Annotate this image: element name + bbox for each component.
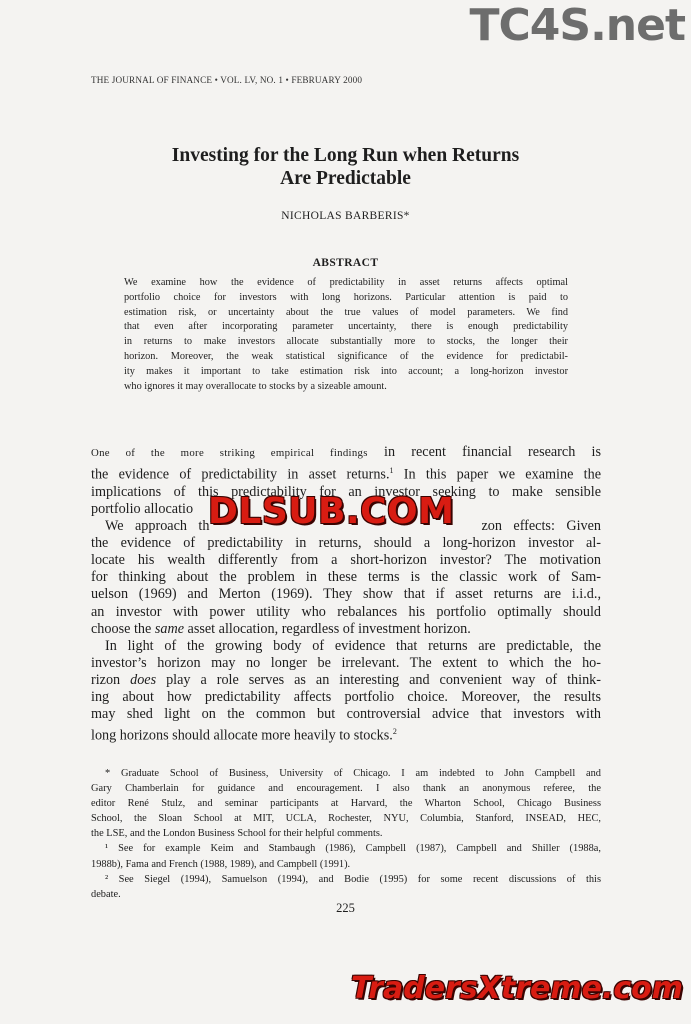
body-text-span: the evidence of predictability in asset returns. bbox=[91, 466, 390, 483]
body-line: for thinking about the problem in these terms is the classic work of Sam- bbox=[91, 569, 601, 586]
body-text-span: In this paper we examine the bbox=[393, 466, 601, 483]
footnote-line: School, the Sloan School at MIT, UCLA, Rochester, NYU, Columbia, Stanford, INSEAD, HEC, bbox=[91, 813, 601, 825]
body-line: locate his wealth differently from a short-horizon investor? The motivation bbox=[91, 552, 601, 569]
body-line bbox=[91, 462, 601, 484]
footnote-line: editor René Stulz, and seminar participants at Harvard, the Wharton School, Chicago Business bbox=[91, 798, 601, 810]
watermark-tradersxtreme: TradersXtreme.com bbox=[351, 971, 683, 1006]
footnote-line: Gary Chamberlain for guidance and encouragement. I also thank an anonymous referee, the bbox=[91, 783, 601, 795]
abstract-line: portfolio choice for investors with long horizons. Particular attention is paid to bbox=[124, 291, 568, 303]
body-line: In light of the growing body of evidence that returns are predictable, the bbox=[105, 637, 601, 654]
abstract-line: who ignores it may overallocate to stocks by a sizeable amount. bbox=[124, 380, 387, 392]
body-line: an investor with power utility who rebalances his portfolio optimally should bbox=[91, 603, 601, 620]
author: NICHOLAS BARBERIS* bbox=[281, 210, 410, 222]
body-text bbox=[91, 444, 601, 745]
small-caps-opening: One of the more striking empirical findings bbox=[91, 447, 368, 459]
body-line: ing about how predictability affects portfolio choice. Moreover, the results bbox=[91, 689, 601, 706]
watermark-dlsub: DLSUB.COM bbox=[208, 491, 455, 532]
paper-title bbox=[0, 144, 691, 190]
body-text-span: in recent financial research is bbox=[367, 444, 601, 460]
abstract-line: We examine how the evidence of predictability in asset returns affects optimal bbox=[124, 277, 568, 288]
body-text-span: We approach th bbox=[105, 518, 210, 535]
body-line: implications of this predictability for an investor seeking to make sensible bbox=[91, 483, 601, 500]
abstract-line: ity makes it important to take estimation risk into account; a long-horizon investor bbox=[124, 365, 568, 377]
body-text-span: asset allocation, regardless of investment horizon. bbox=[184, 620, 471, 637]
abstract-line: horizon. Moreover, the weak statistical significance of the evidence for predictabil- bbox=[124, 350, 568, 362]
abstract-heading: ABSTRACT bbox=[312, 257, 379, 269]
body-line: may shed light on the common but controversial advice that investors with bbox=[91, 706, 601, 723]
body-line: investor’s horizon may no longer be irrelevant. The extent to which the ho- bbox=[91, 654, 601, 671]
title-line: Investing for the Long Run when Returns bbox=[171, 145, 520, 166]
footnote-line: the LSE, and the London Business School for their helpful comments. bbox=[91, 828, 383, 840]
body-line bbox=[91, 672, 601, 689]
emphasis: same bbox=[154, 620, 184, 637]
body-line bbox=[91, 444, 601, 462]
emphasis: does bbox=[130, 671, 157, 688]
page-number: 225 bbox=[336, 901, 355, 915]
footnotes bbox=[91, 766, 601, 902]
body-line: uelson (1969) and Merton (1969). They show that if asset returns are i.i.d., bbox=[91, 586, 601, 603]
body-line bbox=[91, 621, 601, 638]
footnote-line: ¹ See for example Keim and Stambaugh (1986), Campbell (1987), Campbell and Shiller (1988a, bbox=[105, 843, 601, 855]
watermark-tc4s: TC4S.net bbox=[469, 0, 685, 51]
abstract-line: estimation risk, or uncertainty about the true values of model parameters. We find bbox=[124, 306, 568, 318]
body-text-span: choose the bbox=[91, 620, 155, 637]
abstract-line: that even after incorporating parameter uncertainty, there is enough predictability bbox=[124, 321, 568, 333]
title-line: Are Predictable bbox=[280, 168, 411, 189]
body-line: the evidence of predictability in returns, should a long-horizon investor al- bbox=[91, 535, 601, 552]
body-text-span: long horizons should allocate more heavily to stocks. bbox=[91, 727, 393, 744]
body-line: portfolio allocatio bbox=[91, 501, 194, 518]
footnote-line: 1988b), Fama and French (1988, 1989), and Campbell (1991). bbox=[91, 858, 351, 870]
footnote-line: debate. bbox=[91, 888, 121, 900]
footnote-ref: 2 bbox=[392, 727, 397, 737]
body-text-span: zon effects: Given bbox=[481, 518, 601, 535]
body-text-span: rizon bbox=[91, 671, 131, 688]
running-head: THE JOURNAL OF FINANCE • VOL. LV, NO. 1 • FEBRUARY 2000 bbox=[91, 75, 363, 85]
abstract-line: in returns to make investors allocate substantially more to stocks, the longer their bbox=[124, 336, 568, 348]
body-line bbox=[91, 723, 601, 745]
footnote-ref: 1 bbox=[389, 466, 394, 476]
footnote-line: * Graduate School of Business, University of Chicago. I am indebted to John Campbell and bbox=[105, 768, 601, 779]
abstract bbox=[124, 276, 568, 394]
footnote-line: ² See Siegel (1994), Samuelson (1994), and Bodie (1995) for some recent discussions of this bbox=[105, 873, 601, 885]
body-text-span: play a role serves as an interesting and convenient way of think- bbox=[156, 671, 601, 688]
